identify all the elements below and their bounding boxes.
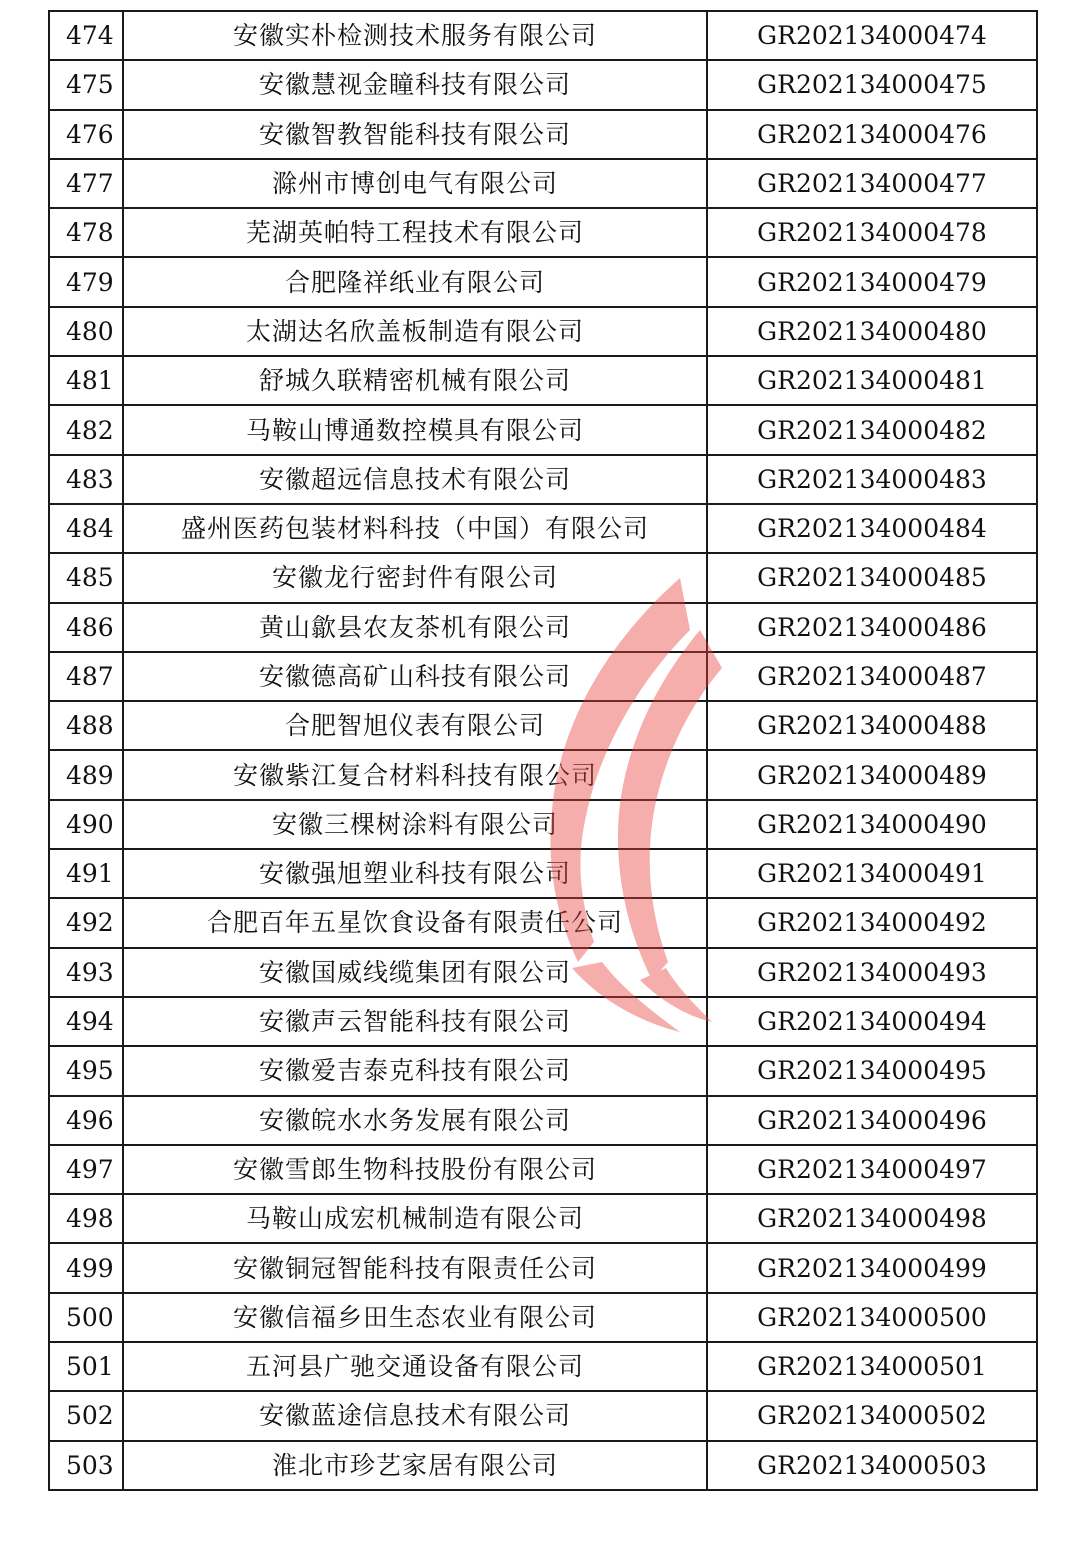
certificate-code: GR202134000493 bbox=[707, 948, 1037, 997]
row-number: 482 bbox=[49, 405, 123, 454]
table-row bbox=[49, 504, 1037, 553]
certificate-code: GR202134000498 bbox=[707, 1194, 1037, 1243]
table-row bbox=[49, 1046, 1037, 1095]
row-number: 477 bbox=[49, 159, 123, 208]
table-row bbox=[49, 455, 1037, 504]
table-row bbox=[49, 1391, 1037, 1440]
certificate-code: GR202134000479 bbox=[707, 257, 1037, 306]
table-row bbox=[49, 701, 1037, 750]
table-row bbox=[49, 60, 1037, 109]
certificate-code: GR202134000483 bbox=[707, 455, 1037, 504]
certificate-code: GR202134000486 bbox=[707, 603, 1037, 652]
table-row bbox=[49, 898, 1037, 947]
row-number: 483 bbox=[49, 455, 123, 504]
row-number: 501 bbox=[49, 1342, 123, 1391]
certificate-code: GR202134000496 bbox=[707, 1096, 1037, 1145]
company-list-table-wrapper bbox=[48, 10, 1032, 1491]
certificate-code: GR202134000484 bbox=[707, 504, 1037, 553]
table-row bbox=[49, 110, 1037, 159]
certificate-code: GR202134000497 bbox=[707, 1145, 1037, 1194]
row-number: 474 bbox=[49, 11, 123, 60]
certificate-list-table bbox=[48, 10, 1038, 1491]
certificate-code: GR202134000480 bbox=[707, 307, 1037, 356]
company-name: 安徽爱吉泰克科技有限公司 bbox=[123, 1046, 707, 1095]
table-row bbox=[49, 1194, 1037, 1243]
row-number: 493 bbox=[49, 948, 123, 997]
company-name: 安徽德高矿山科技有限公司 bbox=[123, 652, 707, 701]
certificate-code: GR202134000490 bbox=[707, 800, 1037, 849]
certificate-code: GR202134000489 bbox=[707, 750, 1037, 799]
table-body bbox=[49, 11, 1037, 1490]
company-name: 安徽信福乡田生态农业有限公司 bbox=[123, 1293, 707, 1342]
row-number: 492 bbox=[49, 898, 123, 947]
certificate-code: GR202134000495 bbox=[707, 1046, 1037, 1095]
company-name: 安徽声云智能科技有限公司 bbox=[123, 997, 707, 1046]
table-row bbox=[49, 1243, 1037, 1292]
company-name: 安徽龙行密封件有限公司 bbox=[123, 553, 707, 602]
company-name: 舒城久联精密机械有限公司 bbox=[123, 356, 707, 405]
row-number: 476 bbox=[49, 110, 123, 159]
table-row bbox=[49, 800, 1037, 849]
table-row bbox=[49, 553, 1037, 602]
certificate-code: GR202134000481 bbox=[707, 356, 1037, 405]
company-name: 淮北市珍艺家居有限公司 bbox=[123, 1441, 707, 1490]
company-name: 合肥隆祥纸业有限公司 bbox=[123, 257, 707, 306]
table-row bbox=[49, 257, 1037, 306]
company-name: 安徽实朴检测技术服务有限公司 bbox=[123, 11, 707, 60]
table-row bbox=[49, 1342, 1037, 1391]
company-name: 马鞍山成宏机械制造有限公司 bbox=[123, 1194, 707, 1243]
table-row bbox=[49, 948, 1037, 997]
company-name: 合肥智旭仪表有限公司 bbox=[123, 701, 707, 750]
certificate-code: GR202134000502 bbox=[707, 1391, 1037, 1440]
table-row bbox=[49, 1293, 1037, 1342]
row-number: 484 bbox=[49, 504, 123, 553]
row-number: 479 bbox=[49, 257, 123, 306]
table-row bbox=[49, 405, 1037, 454]
row-number: 500 bbox=[49, 1293, 123, 1342]
row-number: 486 bbox=[49, 603, 123, 652]
certificate-code: GR202134000477 bbox=[707, 159, 1037, 208]
row-number: 490 bbox=[49, 800, 123, 849]
table-row bbox=[49, 997, 1037, 1046]
company-name: 安徽智教智能科技有限公司 bbox=[123, 110, 707, 159]
company-name: 安徽雪郎生物科技股份有限公司 bbox=[123, 1145, 707, 1194]
company-name: 滁州市博创电气有限公司 bbox=[123, 159, 707, 208]
certificate-code: GR202134000488 bbox=[707, 701, 1037, 750]
company-name: 合肥百年五星饮食设备有限责任公司 bbox=[123, 898, 707, 947]
company-name: 盛州医药包装材料科技（中国）有限公司 bbox=[123, 504, 707, 553]
row-number: 495 bbox=[49, 1046, 123, 1095]
row-number: 499 bbox=[49, 1243, 123, 1292]
company-name: 安徽皖水水务发展有限公司 bbox=[123, 1096, 707, 1145]
certificate-code: GR202134000501 bbox=[707, 1342, 1037, 1391]
table-row bbox=[49, 356, 1037, 405]
table-row bbox=[49, 652, 1037, 701]
row-number: 503 bbox=[49, 1441, 123, 1490]
certificate-code: GR202134000503 bbox=[707, 1441, 1037, 1490]
row-number: 487 bbox=[49, 652, 123, 701]
table-row bbox=[49, 849, 1037, 898]
table-row bbox=[49, 1096, 1037, 1145]
company-name: 太湖达名欣盖板制造有限公司 bbox=[123, 307, 707, 356]
table-row bbox=[49, 603, 1037, 652]
table-row bbox=[49, 208, 1037, 257]
company-name: 安徽慧视金瞳科技有限公司 bbox=[123, 60, 707, 109]
certificate-code: GR202134000482 bbox=[707, 405, 1037, 454]
certificate-code: GR202134000499 bbox=[707, 1243, 1037, 1292]
table-row bbox=[49, 1441, 1037, 1490]
company-name: 安徽紫江复合材料科技有限公司 bbox=[123, 750, 707, 799]
certificate-code: GR202134000485 bbox=[707, 553, 1037, 602]
row-number: 485 bbox=[49, 553, 123, 602]
row-number: 502 bbox=[49, 1391, 123, 1440]
row-number: 488 bbox=[49, 701, 123, 750]
row-number: 489 bbox=[49, 750, 123, 799]
certificate-code: GR202134000476 bbox=[707, 110, 1037, 159]
company-name: 马鞍山博通数控模具有限公司 bbox=[123, 405, 707, 454]
row-number: 494 bbox=[49, 997, 123, 1046]
company-name: 安徽超远信息技术有限公司 bbox=[123, 455, 707, 504]
company-name: 安徽铜冠智能科技有限责任公司 bbox=[123, 1243, 707, 1292]
certificate-code: GR202134000487 bbox=[707, 652, 1037, 701]
company-name: 黄山歙县农友茶机有限公司 bbox=[123, 603, 707, 652]
certificate-code: GR202134000500 bbox=[707, 1293, 1037, 1342]
row-number: 497 bbox=[49, 1145, 123, 1194]
company-name: 安徽蓝途信息技术有限公司 bbox=[123, 1391, 707, 1440]
table-row bbox=[49, 307, 1037, 356]
company-name: 安徽国威线缆集团有限公司 bbox=[123, 948, 707, 997]
table-row bbox=[49, 11, 1037, 60]
company-name: 芜湖英帕特工程技术有限公司 bbox=[123, 208, 707, 257]
certificate-code: GR202134000474 bbox=[707, 11, 1037, 60]
certificate-code: GR202134000494 bbox=[707, 997, 1037, 1046]
certificate-code: GR202134000478 bbox=[707, 208, 1037, 257]
row-number: 481 bbox=[49, 356, 123, 405]
row-number: 491 bbox=[49, 849, 123, 898]
certificate-code: GR202134000491 bbox=[707, 849, 1037, 898]
table-row bbox=[49, 159, 1037, 208]
table-row bbox=[49, 750, 1037, 799]
certificate-code: GR202134000475 bbox=[707, 60, 1037, 109]
row-number: 498 bbox=[49, 1194, 123, 1243]
company-name: 安徽三棵树涂料有限公司 bbox=[123, 800, 707, 849]
row-number: 480 bbox=[49, 307, 123, 356]
certificate-code: GR202134000492 bbox=[707, 898, 1037, 947]
table-row bbox=[49, 1145, 1037, 1194]
row-number: 496 bbox=[49, 1096, 123, 1145]
company-name: 五河县广驰交通设备有限公司 bbox=[123, 1342, 707, 1391]
company-name: 安徽强旭塑业科技有限公司 bbox=[123, 849, 707, 898]
row-number: 475 bbox=[49, 60, 123, 109]
row-number: 478 bbox=[49, 208, 123, 257]
